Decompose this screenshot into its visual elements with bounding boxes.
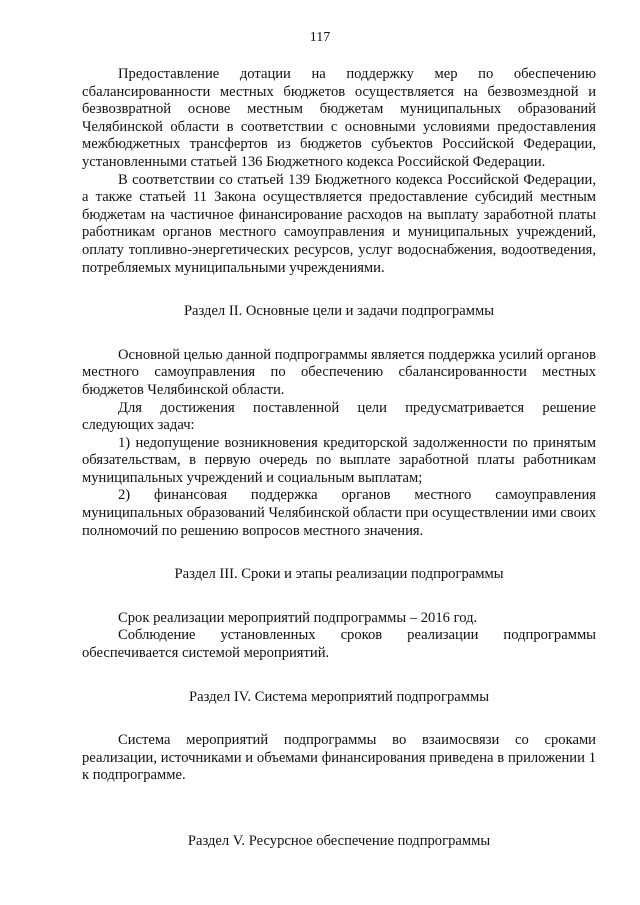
paragraph-tasks-intro: Для достижения поставленной цели предусматривается решение следующих задач: — [82, 399, 596, 434]
paragraph-article-139: В соответствии со статьей 139 Бюджетного кодекса Российской Федерации, а также статьей 11 Закона осуществляется предоставление субсидий местным бюджетам на частичное финансирование расходов на выплату заработной платы работникам органов местного самоуправления и муниципальных учреждений, оплату топливно-энергетических ресурсов, услуг водоснабжения, водоотведения, потребляемых муниципальными учреждениями. — [82, 171, 596, 276]
paragraph-compliance: Соблюдение установленных сроков реализации подпрограммы обеспечивается системой мероприятий. — [82, 627, 596, 662]
section-heading-3: Раздел III. Сроки и этапы реализации подпрограммы — [174, 566, 504, 583]
page-number: 117 — [309, 30, 331, 45]
document-body — [82, 66, 596, 851]
paragraph-measures-system: Система мероприятий подпрограммы во взаимосвязи со сроками реализации, источниками и объемами финансирования приведена в приложении 1 к подпрограмме. — [82, 732, 596, 784]
paragraph-main-goal: Основной целью данной подпрограммы является поддержка усилий органов местного самоуправления по обеспечению сбалансированности местных бюджетов Челябинской области. — [82, 346, 596, 398]
list-item-task-1: 1) недопущение возникновения кредиторской задолженности по принятым обязательствам, в первую очередь по выплате заработной платы работникам муниципальных учреждений и социальным выплатам; — [82, 434, 596, 486]
paragraph-term: Срок реализации мероприятий подпрограммы – 2016 год. — [118, 609, 478, 626]
list-item-task-2: 2) финансовая поддержка органов местного самоуправления муниципальных образований Челябинской области при осуществлении ими своих полномочий по решению вопросов местного значения. — [82, 487, 596, 539]
paragraph-subsidy-basis: Предоставление дотации на поддержку мер по обеспечению сбалансированности местных бюджетов осуществляется на безвозмездной и безвозвратной основе местным бюджетам муниципальных образований Челябинской области в соответствии с основными условиями предоставления межбюджетных трансфертов из бюджетов субъектов Российской Федерации, установленными статьей 136 Бюджетного кодекса Российской Федерации. — [82, 66, 596, 170]
section-heading-5: Раздел V. Ресурсное обеспечение подпрограммы — [187, 833, 491, 849]
section-heading-4: Раздел IV. Система мероприятий подпрограммы — [188, 688, 489, 705]
section-heading-2: Раздел II. Основные цели и задачи подпрограммы — [183, 303, 495, 320]
